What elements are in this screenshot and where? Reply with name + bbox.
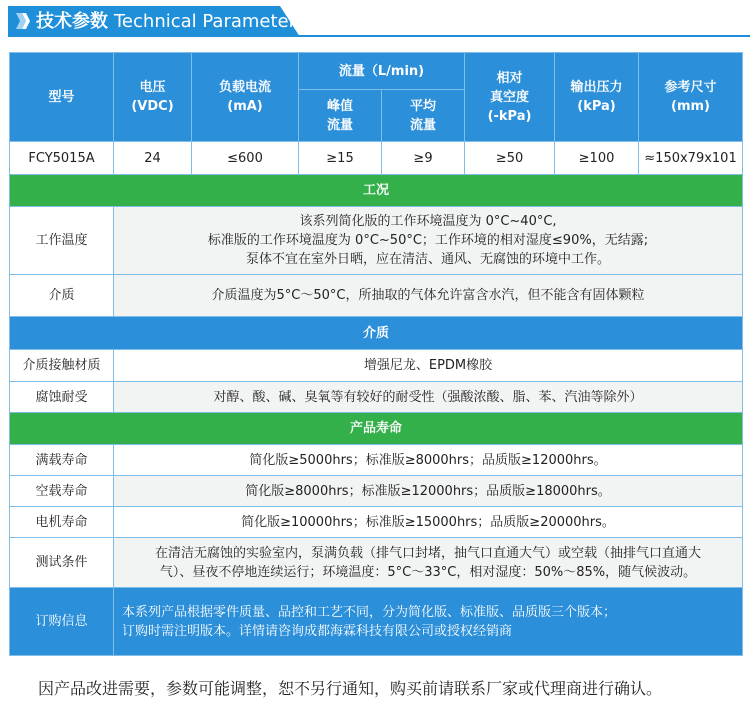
section-medium: 介质 (10, 317, 743, 350)
spec-size: ≈150x79x101 (639, 142, 743, 175)
text-work-temp: 该系列简化版的工作环境温度为 0°C~40°C, 标准版的工作环境温度为 0°C~50°C；工作环境的相对湿度≤90%，无结露; 泵体不宜在室外日晒，应在清洁、通风、无腐蚀的环境中工作。 (114, 207, 743, 275)
text-test-conditions: 在清洁无腐蚀的实验室内，泵满负载（排气口封堵，抽气口直通大气）或空载（抽排气口直通大 气）、昼夜不停地连续运行；环境温度：5°C～33°C，相对湿度：50%～85%，随气候波动。 (114, 538, 743, 588)
header-size: 参考尺寸 (mm) (639, 53, 743, 142)
title-en: Technical Parameters (114, 11, 306, 32)
page-title (36, 6, 305, 37)
row-full-life (10, 445, 743, 476)
text-contact: 增强尼龙、EPDM橡胶 (114, 350, 743, 382)
row-contact (10, 350, 743, 382)
label-idle-life: 空载寿命 (10, 476, 114, 507)
spec-pressure: ≥100 (555, 142, 639, 175)
section-work-conditions: 工况 (10, 175, 743, 207)
title-cn: 技术参数 (36, 11, 108, 32)
row-corrosion (10, 382, 743, 413)
label-medium: 介质 (10, 275, 114, 317)
text-full-life: 简化版≥5000hrs；标准版≥8000hrs；品质版≥12000hrs。 (114, 445, 743, 476)
title-marker-icon (16, 13, 30, 29)
header-voltage: 电压 (VDC) (114, 53, 192, 142)
label-motor-life: 电机寿命 (10, 507, 114, 538)
header-flow: 流量（L/min) (299, 53, 465, 90)
spec-flow-avg: ≥9 (382, 142, 465, 175)
label-corrosion: 腐蚀耐受 (10, 382, 114, 413)
row-motor-life (10, 507, 743, 538)
parameters-table (9, 52, 743, 656)
label-work-temp: 工作温度 (10, 207, 114, 275)
text-motor-life: 简化版≥10000hrs；标准版≥15000hrs；品质版≥20000hrs。 (114, 507, 743, 538)
text-order-info: 本系列产品根据零件质量、品控和工艺不同，分为简化版、标准版、品质版三个版本； 订购时需注明版本。详情请咨询成都海霖科技有限公司或授权经销商 (114, 588, 743, 656)
section-title-bar (0, 0, 750, 46)
header-model: 型号 (10, 53, 114, 142)
header-vacuum: 相对 真空度 (-kPa) (465, 53, 555, 142)
row-idle-life (10, 476, 743, 507)
label-order-info: 订购信息 (10, 588, 114, 656)
section-product-life: 产品寿命 (10, 413, 743, 445)
row-test-conditions (10, 538, 743, 588)
header-current: 负载电流 (mA) (192, 53, 299, 142)
text-corrosion: 对醇、酸、碱、臭氧等有较好的耐受性（强酸浓酸、脂、苯、汽油等除外） (114, 382, 743, 413)
header-pressure: 输出压力 (kPa) (555, 53, 639, 142)
label-contact: 介质接触材质 (10, 350, 114, 382)
header-flow-peak: 峰值 流量 (299, 90, 382, 142)
label-test-conditions: 测试条件 (10, 538, 114, 588)
footnote: 因产品改进需要，参数可能调整，恕不另行通知，购买前请联系厂家或代理商进行确认。 (38, 679, 663, 698)
row-medium (10, 275, 743, 317)
spec-row (10, 142, 743, 175)
spec-voltage: 24 (114, 142, 192, 175)
row-order-info (10, 588, 743, 656)
spec-current: ≤600 (192, 142, 299, 175)
spec-model: FCY5015A (10, 142, 114, 175)
spec-flow-peak: ≥15 (299, 142, 382, 175)
header-flow-avg: 平均 流量 (382, 90, 465, 142)
text-idle-life: 简化版≥8000hrs；标准版≥12000hrs；品质版≥18000hrs。 (114, 476, 743, 507)
row-work-temp (10, 207, 743, 275)
label-full-life: 满载寿命 (10, 445, 114, 476)
text-medium: 介质温度为5°C～50°C，所抽取的气体允许富含水汽，但不能含有固体颗粒 (114, 275, 743, 317)
spec-vacuum: ≥50 (465, 142, 555, 175)
